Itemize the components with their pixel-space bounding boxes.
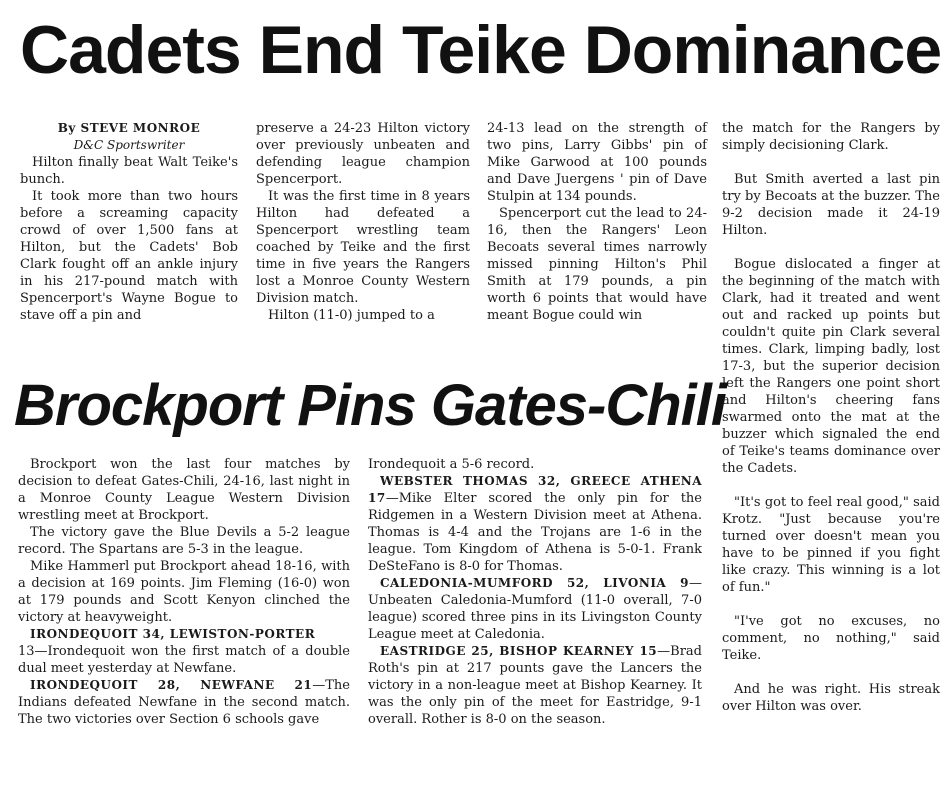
brief-head: WEBSTER THOMAS 32, GREECE ATHENA 17: [368, 474, 702, 505]
brief-head: CALEDONIA-MUMFORD 52, LIVONIA 9: [380, 576, 689, 590]
story1-paragraph-9: "I've got no excuses, no comment, no nothing," said Teike.: [722, 614, 940, 663]
byline-role: D&C Sportswriter: [73, 138, 185, 152]
story1-paragraph-4: Hilton (11-0) jumped to a: [268, 308, 435, 323]
byline: By STEVE MONROE: [57, 121, 201, 135]
brief-head: IRONDEQUOIT 34, LEWISTON-PORTER: [30, 627, 316, 641]
brief-head: IRONDEQUOIT 28, NEWFANE 21: [30, 678, 313, 692]
brief-webster-thomas: [368, 473, 702, 575]
brief-text: —Brad Roth's pin at 217 pounts gave the Lancers the victory in a non-league meet at Bishop Kearney. It was the only pin of the meet for Eastridge, 9-1 overall. Rother is 8-0 on the season.: [368, 644, 702, 727]
story2-paragraph-1: Brockport won the last four matches by decision to defeat Gates-Chili, 24-16, last night in a Monroe County League Western Division wrestling meet at Brockport.: [18, 457, 350, 523]
story1-paragraph-6: But Smith averted a last pin try by Becoats at the buzzer. The 9-2 decision made it 24-19 Hilton.: [722, 172, 940, 238]
brief-text: —Mike Elter scored the only pin for the Ridgemen in a Western Division meet at Athena. Thomas is 4-4 and the Trojans are 1-6 in the league. Tom Kingdom of Athena is 5-0-1. Frank DeSteFano is 8-0 for Thomas.: [368, 491, 702, 574]
story1-paragraph-5: Spencerport cut the lead to 24-16, then the Rangers' Leon Becoats several times narrowly missed pinning Hilton's Phil Smith at 179 pounds, a pin worth 6 points that would have meant Bogue could win: [487, 206, 707, 323]
headline-brockport: Brockport Pins Gates-Chili: [14, 373, 727, 438]
story1-column-1: [20, 120, 238, 324]
story1-paragraph-8: "It's got to feel real good," said Krotz. "Just because you're turned over doesn't mean you have to be pinned if you fight like crazy. This winning is a lot of fun.": [722, 495, 940, 595]
story1-column-3: [487, 120, 707, 324]
story2-paragraph-3: Mike Hammerl put Brockport ahead 18-16, with a decision at 169 points. Jim Fleming (16-0) won at 179 pounds and Scott Kenyon clinched the victory at heavyweight.: [18, 559, 350, 625]
story1-paragraph-2-cont: preserve a 24-23 Hilton victory over previously unbeaten and defending league champion Spencerport.: [256, 121, 470, 187]
brief-irondequoit-newfane: [18, 677, 350, 728]
headline-cadets: Cadets End Teike Dominance: [20, 12, 942, 88]
brief-head: EASTRIDGE 25, BISHOP KEARNEY 15: [380, 644, 658, 658]
story2-column-2: [368, 456, 702, 728]
brief-irondequoit-newfane-cont: Irondequoit a 5-6 record.: [368, 457, 535, 472]
story1-paragraph-1: Hilton finally beat Walt Teike's bunch.: [20, 155, 238, 187]
brief-irondequoit-lewiston: [18, 626, 350, 677]
story1-paragraph-2: It took more than two hours before a screaming capacity crowd of over 1,500 fans at Hilton, but the Cadets' Bob Clark fought off an ankle injury in his 217-pound match with Spencerport's Wayne Bogue to stave off a pin and: [20, 189, 238, 323]
brief-text: —Unbeaten Caledonia-Mumford (11-0 overall, 7-0 league) scored three pins in its Livingston County League meet at Caledonia.: [368, 576, 702, 642]
story1-paragraph-5-cont: the match for the Rangers by simply decisioning Clark.: [722, 121, 940, 153]
story2-column-1: [18, 456, 350, 728]
story1-paragraph-4-cont: 24-13 lead on the strength of two pins, Larry Gibbs' pin of Mike Garwood at 100 pounds and Dave Juergens ' pin of Dave Stulpin at 134 pounds.: [487, 121, 707, 204]
story1-column-2: [256, 120, 470, 324]
brief-text: —The Indians defeated Newfane in the second match. The two victories over Section 6 schools gave: [18, 678, 350, 727]
story1-column-4: [722, 120, 940, 715]
brief-caledonia-mumford: [368, 575, 702, 643]
story1-paragraph-3: It was the first time in 8 years Hilton had defeated a Spencerport wrestling team coached by Teike and the first time in five years the Rangers lost a Monroe County Western Division match.: [256, 189, 470, 306]
brief-eastridge: [368, 643, 702, 728]
story1-paragraph-7: Bogue dislocated a finger at the beginning of the match with Clark, had it treated and went out and racked up points but couldn't quite pin Clark several times. Clark, limping badly, lost 17-3, but the superior decision left the Rangers one point short and Hilton's cheering fans swarmed onto the mat at the buzzer which signaled the end of Teike's teams dominance over the Cadets.: [722, 257, 940, 476]
brief-text: 13—Irondequoit won the first match of a double dual meet yesterday at Newfane.: [18, 644, 350, 676]
story2-paragraph-2: The victory gave the Blue Devils a 5-2 league record. The Spartans are 5-3 in the league.: [18, 525, 350, 557]
story1-paragraph-10: And he was right. His streak over Hilton was over.: [722, 682, 940, 714]
